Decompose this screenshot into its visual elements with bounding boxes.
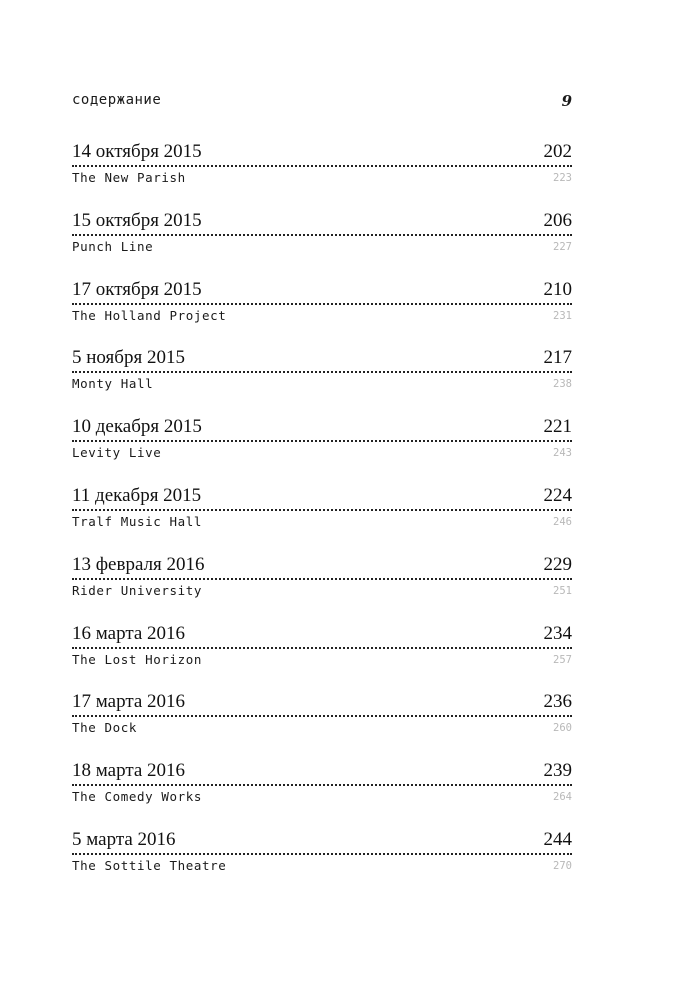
toc-entry-faint-page: 227 (553, 240, 572, 253)
toc-entry-venue: The Holland Project (72, 307, 227, 323)
toc-entry-date: 11 декабря 2015 (72, 484, 202, 506)
dotted-leader (72, 715, 572, 717)
toc-entry[interactable] (72, 141, 572, 210)
toc-entry-date: 16 марта 2016 (72, 622, 186, 644)
toc-entry[interactable] (72, 485, 572, 554)
dotted-leader (72, 165, 572, 167)
toc-entry-faint-page: 246 (553, 515, 572, 528)
toc-entry-date: 15 октября 2015 (72, 209, 202, 231)
toc-entry-date: 17 марта 2016 (72, 691, 186, 713)
toc-entry-date: 14 октября 2015 (72, 141, 202, 162)
toc-entry[interactable] (72, 829, 572, 898)
dotted-leader (72, 303, 572, 305)
toc-entry[interactable] (72, 279, 572, 348)
toc-entry-faint-page: 260 (553, 722, 572, 735)
toc-entry-page: 217 (543, 347, 572, 369)
toc-entry-faint-page: 238 (553, 378, 572, 391)
toc-entry-date: 18 марта 2016 (72, 760, 186, 782)
dotted-leader (72, 853, 572, 855)
toc-entry-venue: Levity Live (72, 445, 162, 461)
toc-entry-venue: The New Parish (72, 170, 186, 185)
toc-entry-venue: Punch Line (72, 238, 154, 254)
toc-entry-faint-page: 223 (553, 172, 572, 184)
toc-entry-faint-page: 251 (553, 584, 572, 597)
toc-entry-page: 224 (543, 484, 572, 506)
page-header (72, 92, 572, 116)
toc-entry-faint-page: 264 (553, 791, 572, 804)
toc-entry[interactable] (72, 210, 572, 279)
toc-entry-page: 210 (543, 278, 572, 300)
toc-entry-page: 206 (543, 209, 572, 231)
dotted-leader (72, 647, 572, 649)
page-number: 9 (561, 92, 572, 110)
toc-entry-venue: Monty Hall (72, 376, 154, 392)
toc-list (72, 141, 572, 898)
toc-entry-date: 10 декабря 2015 (72, 416, 202, 438)
toc-entry-date: 5 марта 2016 (72, 828, 176, 850)
toc-entry[interactable] (72, 554, 572, 623)
toc-entry-page: 244 (543, 828, 572, 850)
toc-entry-faint-page: 243 (553, 447, 572, 460)
toc-entry[interactable] (72, 623, 572, 692)
toc-entry-venue: The Dock (72, 720, 138, 736)
toc-entry-venue: The Sottile Theatre (72, 857, 227, 873)
toc-entry-page: 202 (543, 141, 572, 162)
toc-entry-page: 236 (543, 691, 572, 713)
dotted-leader (72, 578, 572, 580)
toc-entry-date: 5 ноября 2015 (72, 347, 185, 369)
toc-entry-page: 221 (543, 416, 572, 438)
dotted-leader (72, 509, 572, 511)
toc-entry-faint-page: 231 (553, 309, 572, 322)
toc-entry-date: 17 октября 2015 (72, 278, 202, 300)
toc-entry[interactable] (72, 760, 572, 829)
toc-entry-date: 13 февраля 2016 (72, 553, 205, 575)
running-title: содержание (72, 92, 162, 108)
toc-entry-venue: The Comedy Works (72, 789, 203, 805)
toc-entry[interactable] (72, 416, 572, 485)
dotted-leader (72, 440, 572, 442)
dotted-leader (72, 784, 572, 786)
toc-entry-page: 234 (543, 622, 572, 644)
toc-entry[interactable] (72, 347, 572, 416)
toc-entry-venue: Tralf Music Hall (72, 513, 203, 529)
toc-entry-venue: The Lost Horizon (72, 651, 203, 667)
dotted-leader (72, 234, 572, 236)
dotted-leader (72, 371, 572, 373)
toc-entry-faint-page: 270 (553, 859, 572, 872)
toc-entry[interactable] (72, 691, 572, 760)
toc-entry-venue: Rider University (72, 582, 203, 598)
toc-entry-faint-page: 257 (553, 653, 572, 666)
toc-entry-page: 239 (543, 760, 572, 782)
toc-entry-page: 229 (543, 553, 572, 575)
